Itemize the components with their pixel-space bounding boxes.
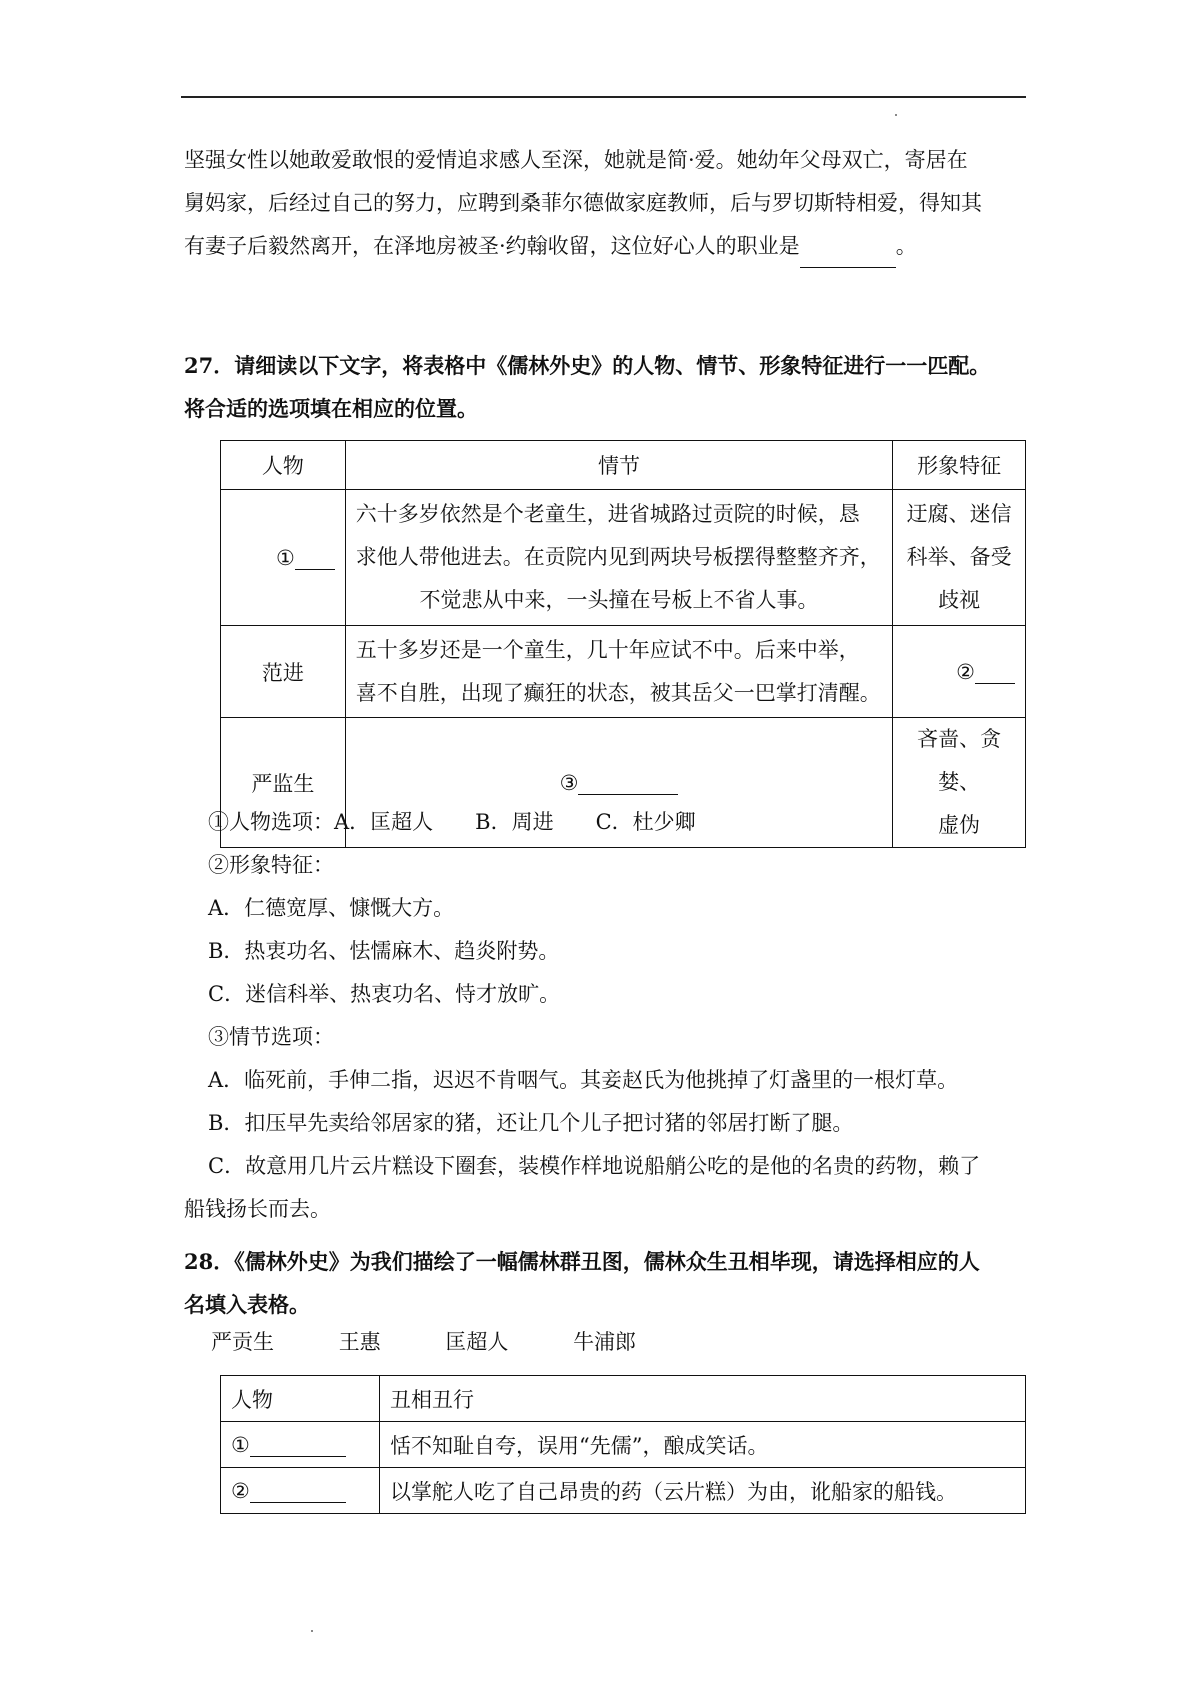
intro-line: 坚强女性以她敢爱敢恨的爱情追求感人至深，她就是简·爱。她幼年父母双亡，寄居在 xyxy=(184,148,968,172)
person-cell: ① xyxy=(221,1422,380,1468)
table-row xyxy=(221,1422,1026,1468)
option-line: ②形象特征： xyxy=(208,853,334,877)
deed-cell: 恬不知耻自夸，误用“先儒”，酿成笑话。 xyxy=(380,1422,1026,1468)
option-line: B．热衷功名、怯懦麻木、趋炎附势。 xyxy=(208,939,560,963)
table-row xyxy=(221,1468,1026,1514)
header-trait: 形象特征 xyxy=(893,441,1026,490)
name-choice: 牛浦郎 xyxy=(573,1330,637,1354)
table-row xyxy=(221,626,1026,718)
answer-blank[interactable] xyxy=(250,1432,346,1457)
q27-table xyxy=(220,440,1026,848)
header-plot: 情节 xyxy=(345,441,892,490)
question-27-line: 27．请细读以下文字，将表格中《儒林外史》的人物、情节、形象特征进行一一匹配。 xyxy=(184,353,991,378)
table-header-row xyxy=(221,441,1026,490)
header-person: 人物 xyxy=(221,441,346,490)
header-rule xyxy=(181,96,1026,98)
option-line: ③情节选项： xyxy=(208,1025,334,1049)
option-line: ①人物选项：A．匡超人 B．周进 C．杜少卿 xyxy=(208,810,696,834)
answer-blank[interactable] xyxy=(295,545,335,570)
header-deed: 丑相丑行 xyxy=(380,1376,1026,1422)
name-choice: 严贡生 xyxy=(211,1330,274,1354)
person-cell: ② xyxy=(221,1468,380,1514)
option-line: 船钱扬长而去。 xyxy=(184,1197,331,1221)
plot-cell: 五十多岁还是一个童生，几十年应试不中。后来中举， 喜不自胜，出现了癫狂的状态，被其岳父一巴掌打清醒。 xyxy=(345,626,892,718)
option-line: A．仁德宽厚、慷慨大方。 xyxy=(208,896,455,920)
answer-blank[interactable] xyxy=(800,243,896,268)
answer-blank[interactable] xyxy=(578,770,678,795)
name-choice: 匡超人 xyxy=(445,1330,509,1354)
intro-paragraph xyxy=(184,139,1024,268)
option-line: C．故意用几片云片糕设下圈套，装模作样地说船艄公吃的是他的名贵的药物，赖了 xyxy=(208,1154,981,1178)
option-line: A．临死前，手伸二指，迟迟不肯咽气。其妾赵氏为他挑掉了灯盏里的一根灯草。 xyxy=(208,1068,959,1092)
answer-blank[interactable] xyxy=(250,1478,346,1503)
header-dot xyxy=(895,114,897,116)
trait-cell: ② xyxy=(893,626,1026,718)
person-cell: ① xyxy=(221,490,346,626)
person-cell: 范进 xyxy=(221,626,346,718)
trait-cell: 吝啬、贪婪、 虚伪 xyxy=(893,718,1026,848)
intro-line: 有妻子后毅然离开，在泽地房被圣·约翰收留，这位好心人的职业是 。 xyxy=(184,225,1024,268)
intro-line: 舅妈家，后经过自己的努力，应聘到桑菲尔德做家庭教师，后与罗切斯特相爱，得知其 xyxy=(184,191,982,215)
q28-table xyxy=(220,1375,1026,1514)
footer-dot xyxy=(311,1630,313,1632)
header-person: 人物 xyxy=(221,1376,380,1422)
name-choice: 王惠 xyxy=(338,1330,381,1354)
option-line: C．迷信科举、热衷功名、恃才放旷。 xyxy=(208,982,561,1006)
name-choices xyxy=(211,1326,694,1356)
table-row xyxy=(221,490,1026,626)
plot-cell: 六十多岁依然是个老童生，进省城路过贡院的时候，恳 求他人带他进去。在贡院内见到两块号板摆得整整齐齐， 不觉悲从中来，一头撞在号板上不省人事。 xyxy=(345,490,892,626)
question-27-line: 将合适的选项填在相应的位置。 xyxy=(184,396,478,421)
table-header-row xyxy=(221,1376,1026,1422)
deed-cell: 以掌舵人吃了自己昂贵的药（云片糕）为由，讹船家的船钱。 xyxy=(380,1468,1026,1514)
question-28-line: 28．《儒林外史》为我们描绘了一幅儒林群丑图，儒林众生丑相毕现，请选择相应的人 xyxy=(184,1249,980,1274)
answer-blank[interactable] xyxy=(975,659,1015,684)
q27-options xyxy=(184,801,1026,1231)
question-28 xyxy=(184,1240,1024,1326)
question-27 xyxy=(184,344,1024,430)
plot-cell: ③ xyxy=(345,718,892,848)
person-cell: 严监生 xyxy=(221,718,346,848)
question-28-line: 名填入表格。 xyxy=(184,1292,310,1317)
option-line: B．扣压早先卖给邻居家的猪，还让几个儿子把讨猪的邻居打断了腿。 xyxy=(208,1111,854,1135)
trait-cell: 迂腐、迷信 科举、备受 歧视 xyxy=(893,490,1026,626)
